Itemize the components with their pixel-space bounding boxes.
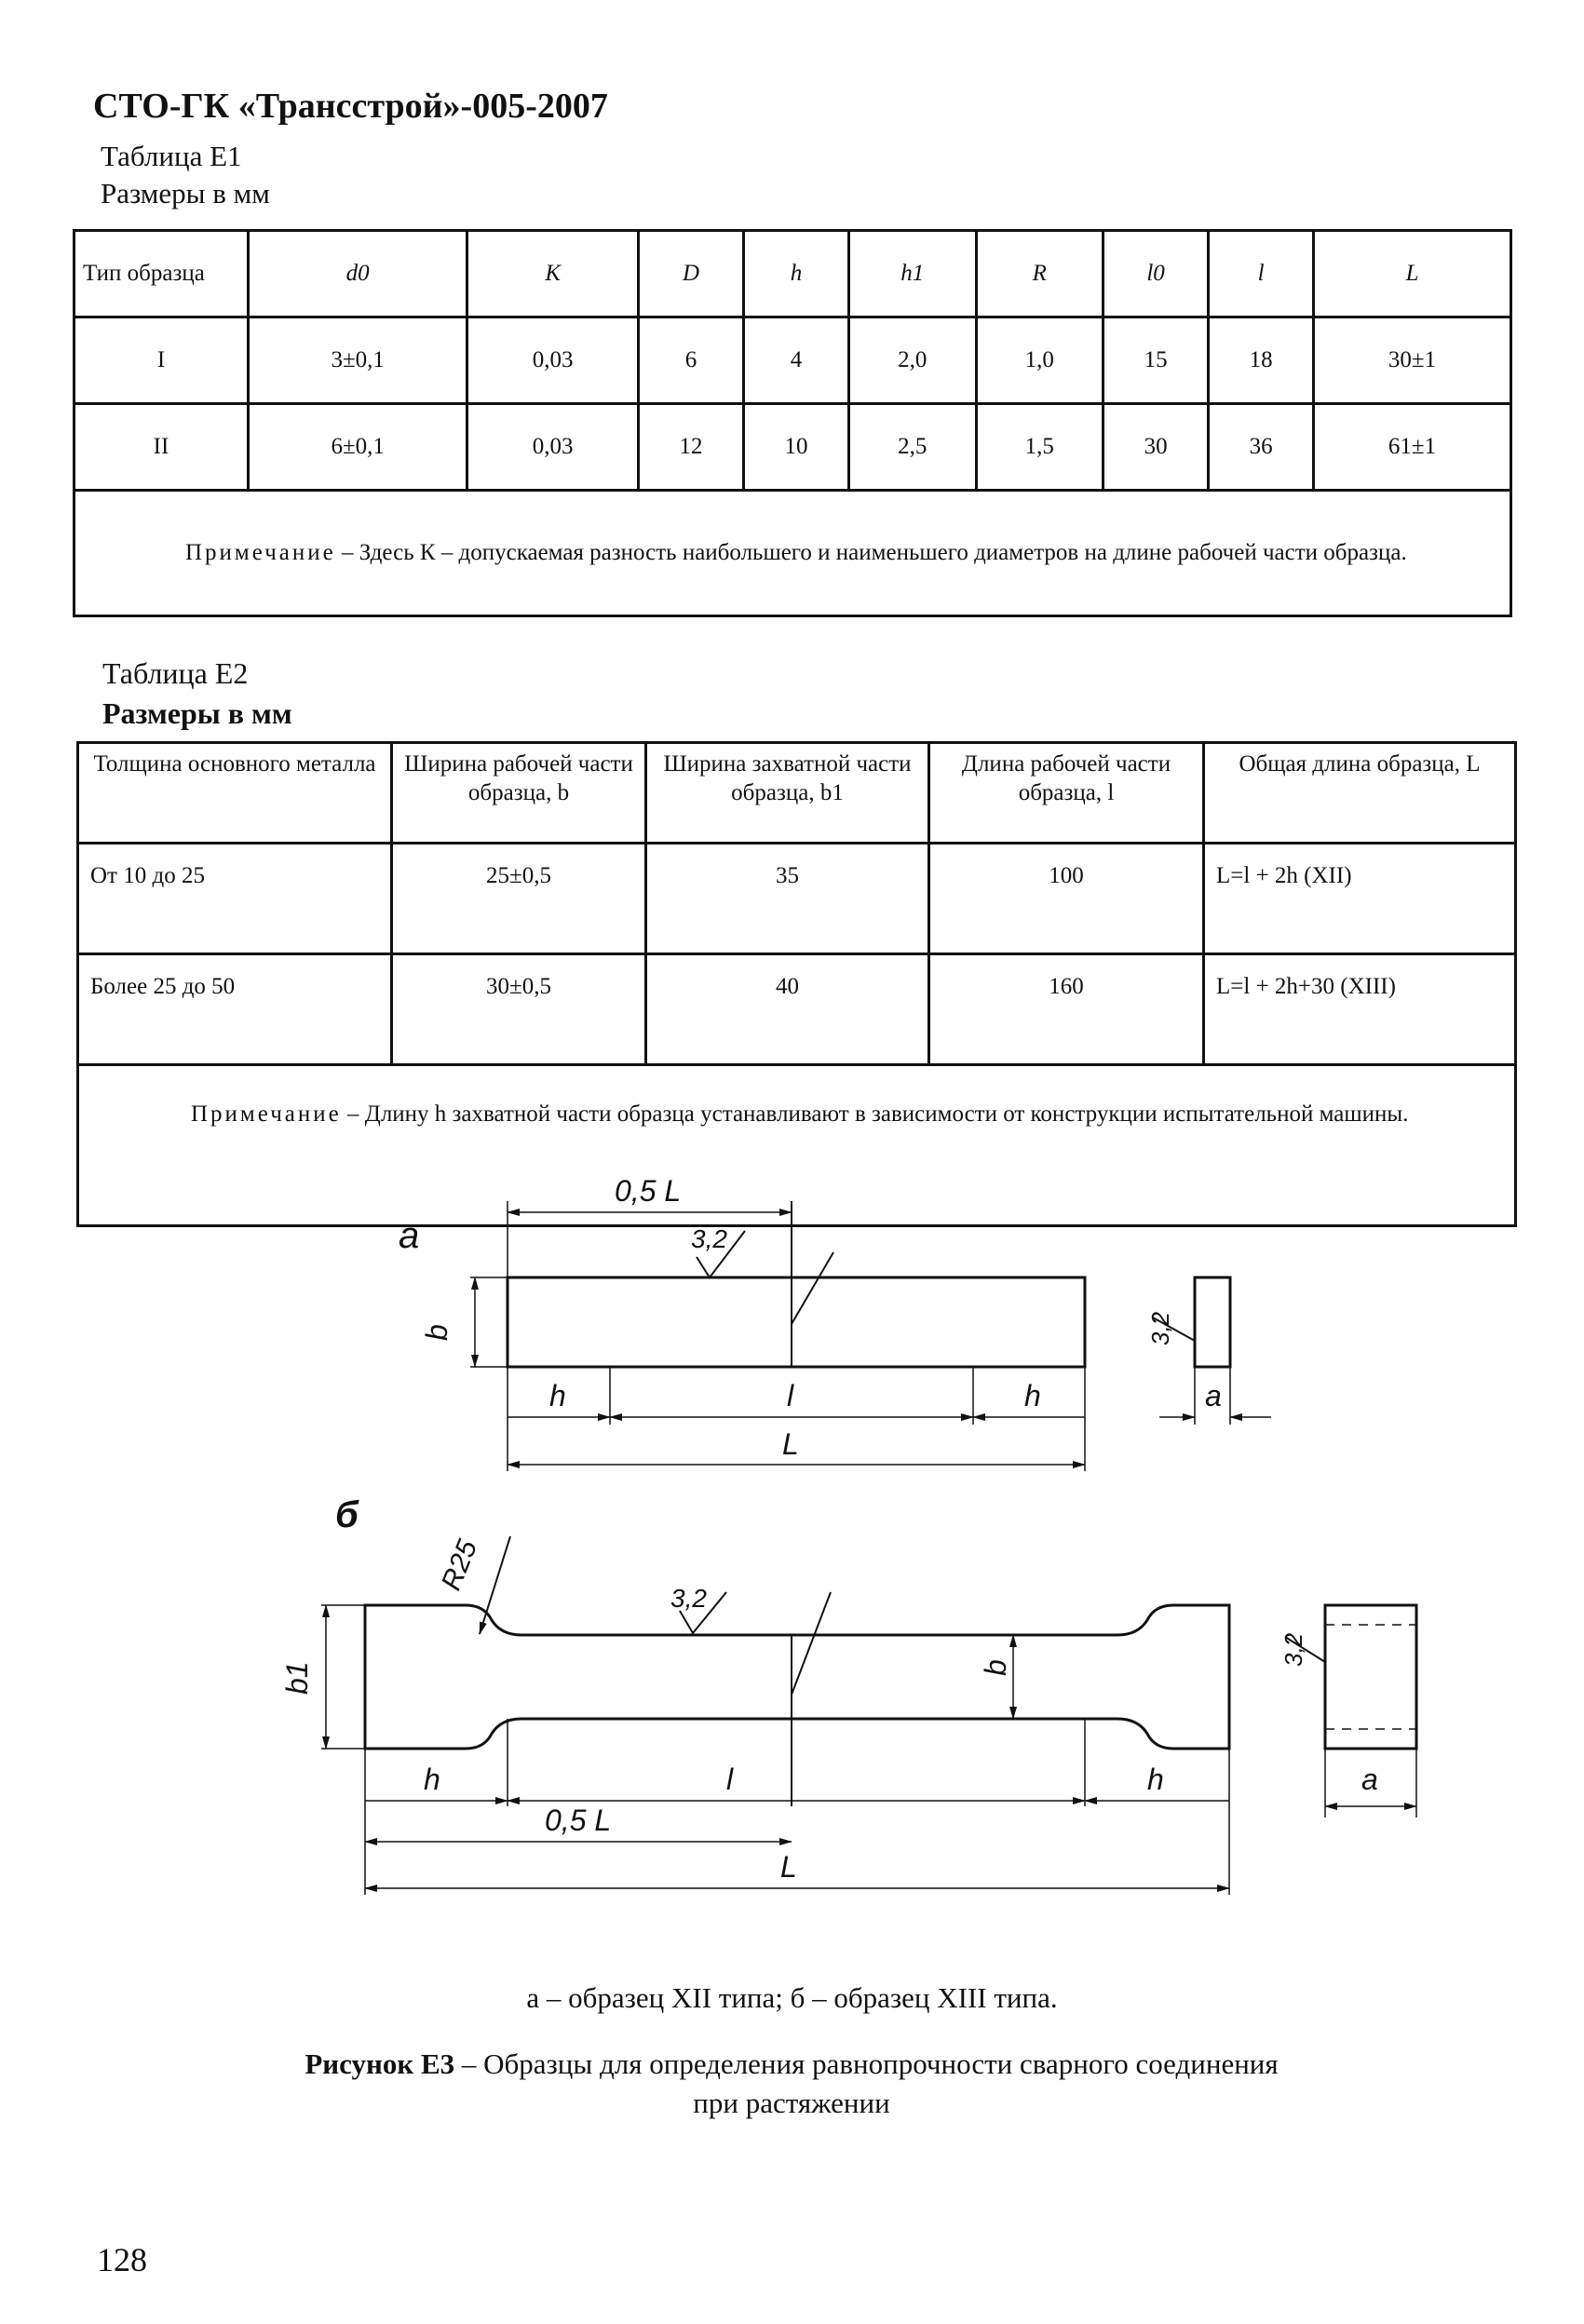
table-cell: 2,0 [848,318,976,404]
table-header-cell: Толщина основного металла [78,743,392,844]
table-e1-note [74,491,1511,616]
table-cell: 61±1 [1314,404,1511,491]
table-cell: 10 [743,404,848,491]
table-header-cell: d0 [249,231,467,318]
page-number: 128 [97,2241,147,2278]
table-cell: 4 [743,318,848,404]
dim-h-a-right: h [1024,1379,1041,1412]
table-header-cell: Ширина рабочей части образца, b [392,743,646,844]
dim-a-b: a [1361,1763,1378,1796]
table-cell: 40 [646,954,929,1065]
table-cell: 18 [1209,318,1314,404]
specimen-a [399,1174,1271,1471]
table-header-cell: h [743,231,848,318]
dim-h-b-left: h [424,1763,440,1796]
cross-section-b [1325,1605,1416,1749]
dim-h-b-right: h [1147,1763,1164,1796]
table-cell: 0,03 [467,318,639,404]
table-cell: L=l + 2h+30 (XIII) [1204,954,1516,1065]
table-header-cell: Тип образца [74,231,249,318]
roughness-b: 3,2 [670,1584,707,1613]
table-cell: 160 [929,954,1204,1065]
table-cell: 12 [638,404,743,491]
dim-L-a: L [782,1427,799,1461]
dim-half-l-a: 0,5 L [615,1174,682,1208]
table-note-row [74,491,1511,616]
table-header-cell: Общая длина образца, L [1204,743,1516,844]
dim-l-b: l [726,1763,734,1796]
figure-title-text: – Образцы для определения равнопрочности сварного соединения при растяжении [454,2047,1279,2119]
table-header-cell: l [1209,231,1314,318]
table-header-row [78,743,1516,844]
specimen-figure [0,1155,1584,1974]
note-text: – Длину h захватной части образца устанавливают в зависимости от конструкции испытательной машины. [341,1101,1409,1127]
table-e1 [73,229,1512,617]
table-header-cell: R [976,231,1103,318]
table-e1-units: Размеры в мм [101,177,270,209]
table-row [78,844,1516,954]
label-a: а [399,1215,420,1256]
table-e2-units: Размеры в мм [102,696,292,730]
table-cell: 25±0,5 [392,844,646,954]
table-cell: 15 [1103,318,1209,404]
table-row [74,318,1511,404]
table-header-cell: D [638,231,743,318]
roughness-b-section: 3,2 [1279,1632,1307,1667]
table-cell: 6 [638,318,743,404]
dim-a-a: a [1205,1379,1222,1412]
table-cell: I [74,318,249,404]
table-cell: 2,5 [848,404,976,491]
table-cell: 6±0,1 [249,404,467,491]
figure-legend: а – образец XII типа; б – образец XIII типа. [526,1981,1058,2014]
dim-b-a: b [420,1324,454,1341]
table-cell: Более 25 до 50 [78,954,392,1065]
dim-L-b: L [780,1850,797,1884]
table-header-cell: K [467,231,639,318]
table-e1-caption: Таблица Е1 [101,140,242,172]
table-cell: II [74,404,249,491]
table-header-cell: h1 [848,231,976,318]
table-cell: 30±1 [1314,318,1511,404]
dim-h-a-left: h [549,1379,566,1412]
table-cell: 1,5 [976,404,1103,491]
table-row [74,404,1511,491]
figure-title [279,2045,1304,2123]
table-cell: 0,03 [467,404,639,491]
table-cell: 3±0,1 [249,318,467,404]
table-cell: 30±0,5 [392,954,646,1065]
dim-half-l-b: 0,5 L [545,1804,612,1837]
document-code: СТО-ГК «Трансстрой»-005-2007 [93,87,608,126]
table-header-row [74,231,1511,318]
table-header-cell: l0 [1103,231,1209,318]
specimen-b-body [365,1605,1229,1749]
table-header-cell: L [1314,231,1511,318]
table-cell: 100 [929,844,1204,954]
table-cell: 1,0 [976,318,1103,404]
table-cell: От 10 до 25 [78,844,392,954]
label-b: б [335,1494,359,1535]
table-cell: L=l + 2h (XII) [1204,844,1516,954]
cross-section-a [1195,1277,1230,1367]
table-row [78,954,1516,1065]
dim-b-b: b [979,1659,1012,1676]
note-text: – Здесь К – допускаемая разность наибольшего и наименьшего диаметров на длине рабочей части образца. [335,539,1407,565]
table-cell: 36 [1209,404,1314,491]
note-label: Примечание [185,539,336,565]
roughness-a: 3,2 [691,1224,727,1253]
table-cell: 30 [1103,404,1209,491]
note-label: Примечание [191,1101,342,1127]
table-cell: 35 [646,844,929,954]
radius-label: R25 [435,1535,484,1595]
dim-l-a: l [787,1379,794,1412]
table-header-cell: Ширина захватной части образца, b1 [646,743,929,844]
table-e2-caption: Таблица Е2 [102,656,249,690]
table-header-cell: Длина рабочей части образца, l [929,743,1204,844]
specimen-a-body [508,1277,1085,1367]
dim-b1: b1 [280,1661,314,1695]
roughness-a-section: 3,2 [1146,1311,1174,1345]
figure-title-label: Рисунок Е3 [305,2047,455,2080]
specimen-b [280,1494,1416,1895]
